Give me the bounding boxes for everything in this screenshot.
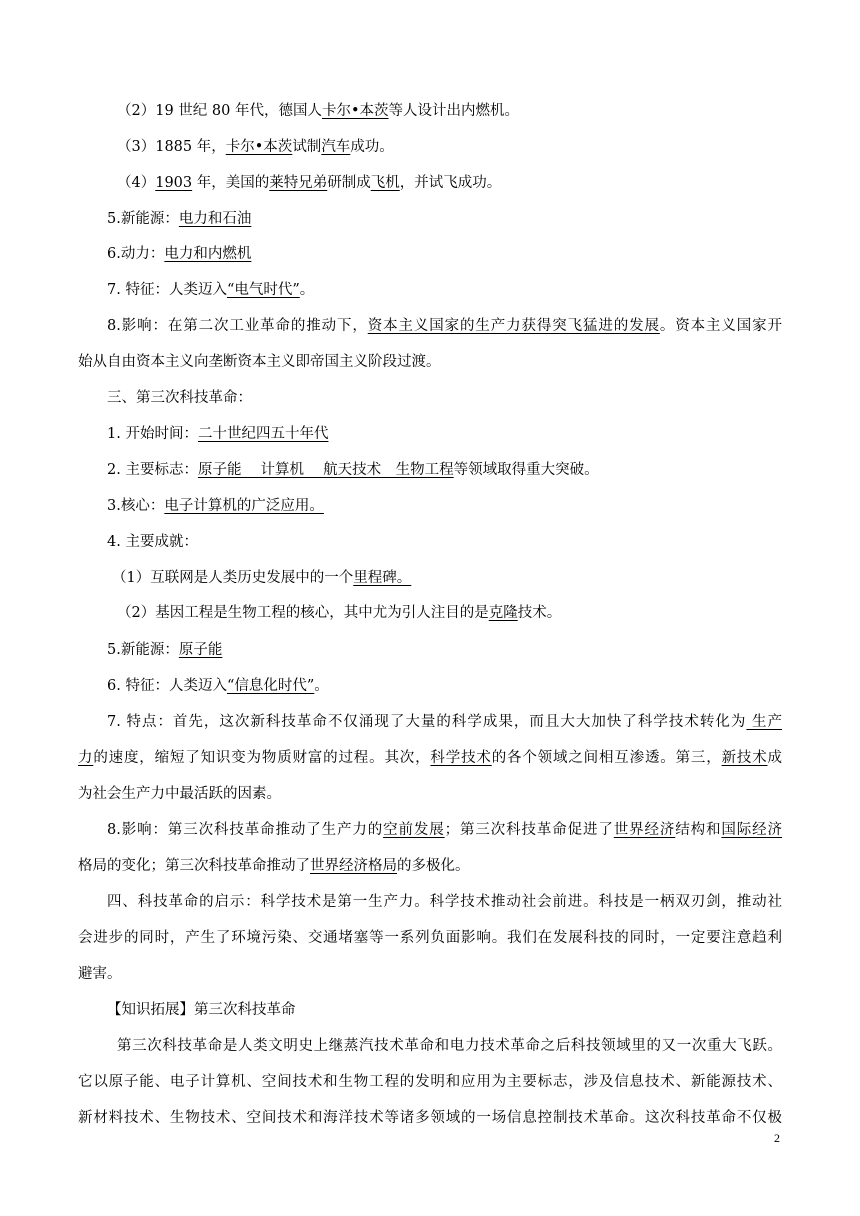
text-line <box>107 244 251 264</box>
text-segment: （3）1885 年， <box>117 139 226 155</box>
text-line <box>107 209 251 229</box>
text-line <box>78 928 782 948</box>
text-line <box>117 1036 782 1056</box>
text-segment: 。资本主义国家开 <box>659 318 783 334</box>
text-line <box>107 316 782 336</box>
underlined-answer: 电力和石油 <box>178 211 252 227</box>
text-segment: 【知识拓展】第三次科技革命 <box>107 1002 296 1018</box>
text-segment: ；第三次科技革命促进了 <box>444 822 614 838</box>
text-segment: 四、科技革命的启示：科学技术是第一生产力。科学技术推动社会前进。科技是一柄双刃剑，推动社 <box>107 894 782 910</box>
text-line <box>107 1000 296 1020</box>
text-segment: 为社会生产力中最活跃的因素。 <box>78 786 281 802</box>
underlined-answer: 飞机 <box>370 175 400 191</box>
underlined-answer: 电子计算机的广泛应用。 <box>164 498 324 514</box>
text-segment: 格局的变化；第三次科技革命推动了 <box>78 858 310 874</box>
underlined-answer: 汽车 <box>321 139 351 155</box>
text-segment: 始从自由资本主义向垄断资本主义即帝国主义阶段过渡。 <box>78 354 441 370</box>
text-line <box>107 640 222 660</box>
text-line <box>107 532 198 552</box>
text-segment: ，并试飞成功。 <box>399 175 502 191</box>
text-line <box>78 856 470 876</box>
text-segment: 3.核心： <box>107 498 165 514</box>
underlined-answer: 卡尔•本茨 <box>225 139 293 155</box>
text-line <box>107 280 314 300</box>
underlined-answer: 二十世纪四五十年代 <box>197 426 329 442</box>
underlined-answer: 电力和内燃机 <box>164 246 252 262</box>
page-number: 2 <box>774 1131 780 1145</box>
text-line <box>107 892 782 912</box>
text-line <box>78 1108 782 1128</box>
underlined-answer: 科学技术 <box>430 750 492 766</box>
text-segment: 新材料技术、生物技术、空间技术和海洋技术等诸多领域的一场信息控制技术革命。这次科技革命不仅极 <box>78 1110 782 1126</box>
text-segment: 试制 <box>292 139 322 155</box>
underlined-answer: 里程碑。 <box>353 570 412 586</box>
text-line <box>117 173 501 193</box>
text-segment: 等人设计出内燃机。 <box>388 103 520 119</box>
underlined-answer: 世界经济 <box>613 822 676 838</box>
underlined-answer: 莱特兄弟 <box>269 175 328 191</box>
text-segment: （2）基因工程是生物工程的核心，其中尤为引人注目的是 <box>117 605 489 621</box>
text-segment: 7. 特点：首先，这次新科技革命不仅涌现了大量的科学成果，而且大大加快了科学技术转化为 <box>107 714 747 730</box>
underlined-answer: 克隆 <box>488 605 518 621</box>
text-line <box>78 748 782 768</box>
text-segment: 年，美国的 <box>192 175 270 191</box>
underlined-answer: 资本主义国家的生产力获得突飞猛进的发展 <box>367 318 660 334</box>
text-segment: 。 <box>299 282 315 298</box>
underlined-answer: 世界经济格局 <box>310 858 397 874</box>
text-line <box>107 460 599 480</box>
text-line <box>78 784 281 804</box>
text-segment: （4） <box>117 175 156 191</box>
text-segment: 成 <box>767 750 783 766</box>
text-segment: 4. 主要成就： <box>107 534 198 550</box>
underlined-answer: “信息化时代” <box>226 678 315 694</box>
text-line <box>107 820 782 840</box>
underlined-answer: 1903 <box>155 175 193 191</box>
text-segment: （1）互联网是人类历史发展中的一个 <box>112 570 354 586</box>
text-line <box>117 137 394 157</box>
text-line <box>107 496 324 516</box>
text-segment: 成功。 <box>350 139 394 155</box>
text-segment: （2）19 世纪 80 年代，德国人 <box>117 103 322 119</box>
text-segment: 研制成 <box>327 175 371 191</box>
text-line <box>107 424 328 444</box>
text-line <box>112 568 411 588</box>
text-line <box>117 101 519 121</box>
text-line <box>78 352 441 372</box>
underlined-answer: 国际经济 <box>721 822 783 838</box>
text-line <box>78 1072 782 1092</box>
text-segment: 它以原子能、电子计算机、空间技术和生物工程的发明和应用为主要标志，涉及信息技术、新能源技术、 <box>78 1074 782 1090</box>
text-line <box>117 603 561 623</box>
text-segment: 三、第三次科技革命： <box>107 390 252 406</box>
text-segment: 2. 主要标志： <box>107 462 198 478</box>
text-segment: 7. 特征：人类迈入 <box>107 282 227 298</box>
text-segment: 。 <box>314 678 329 694</box>
underlined-answer: “电气时代” <box>226 282 300 298</box>
text-line <box>107 388 252 408</box>
underlined-answer: 原子能 计算机 航天技术 生物工程 <box>197 462 454 478</box>
underlined-answer: 力 <box>78 750 94 766</box>
text-segment: 等领域取得重大突破。 <box>453 462 599 478</box>
text-segment: 的多极化。 <box>397 858 470 874</box>
text-segment: 第三次科技革命是人类文明史上继蒸汽技术革命和电力技术革命之后科技领域里的又一次重大飞跃。 <box>117 1038 782 1054</box>
text-segment: 8.影响：第三次科技革命推动了生产力的 <box>107 822 384 838</box>
underlined-answer: 生产 <box>746 714 782 730</box>
text-line <box>78 964 122 984</box>
text-segment: 1. 开始时间： <box>107 426 198 442</box>
text-segment: 的各个领域之间相互渗透。第三， <box>491 750 722 766</box>
text-line <box>107 712 782 732</box>
underlined-answer: 新技术 <box>721 750 768 766</box>
text-segment: 6.动力： <box>107 246 165 262</box>
text-line <box>107 676 329 696</box>
underlined-answer: 卡尔•本茨 <box>321 103 389 119</box>
text-segment: 会进步的同时，产生了环境污染、交通堵塞等一系列负面影响。我们在发展科技的同时，一定要注意趋利 <box>78 930 782 946</box>
text-segment: 技术。 <box>517 605 562 621</box>
text-segment: 结构和 <box>675 822 722 838</box>
text-segment: 的速度，缩短了知识变为物质财富的过程。其次， <box>93 750 431 766</box>
text-segment: 8.影响：在第二次工业革命的推动下， <box>107 318 368 334</box>
underlined-answer: 空前发展 <box>383 822 445 838</box>
text-segment: 避害。 <box>78 966 122 982</box>
underlined-answer: 原子能 <box>178 642 223 658</box>
text-segment: 5.新能源： <box>107 211 179 227</box>
text-segment: 5.新能源： <box>107 642 179 658</box>
text-segment: 6. 特征：人类迈入 <box>107 678 227 694</box>
